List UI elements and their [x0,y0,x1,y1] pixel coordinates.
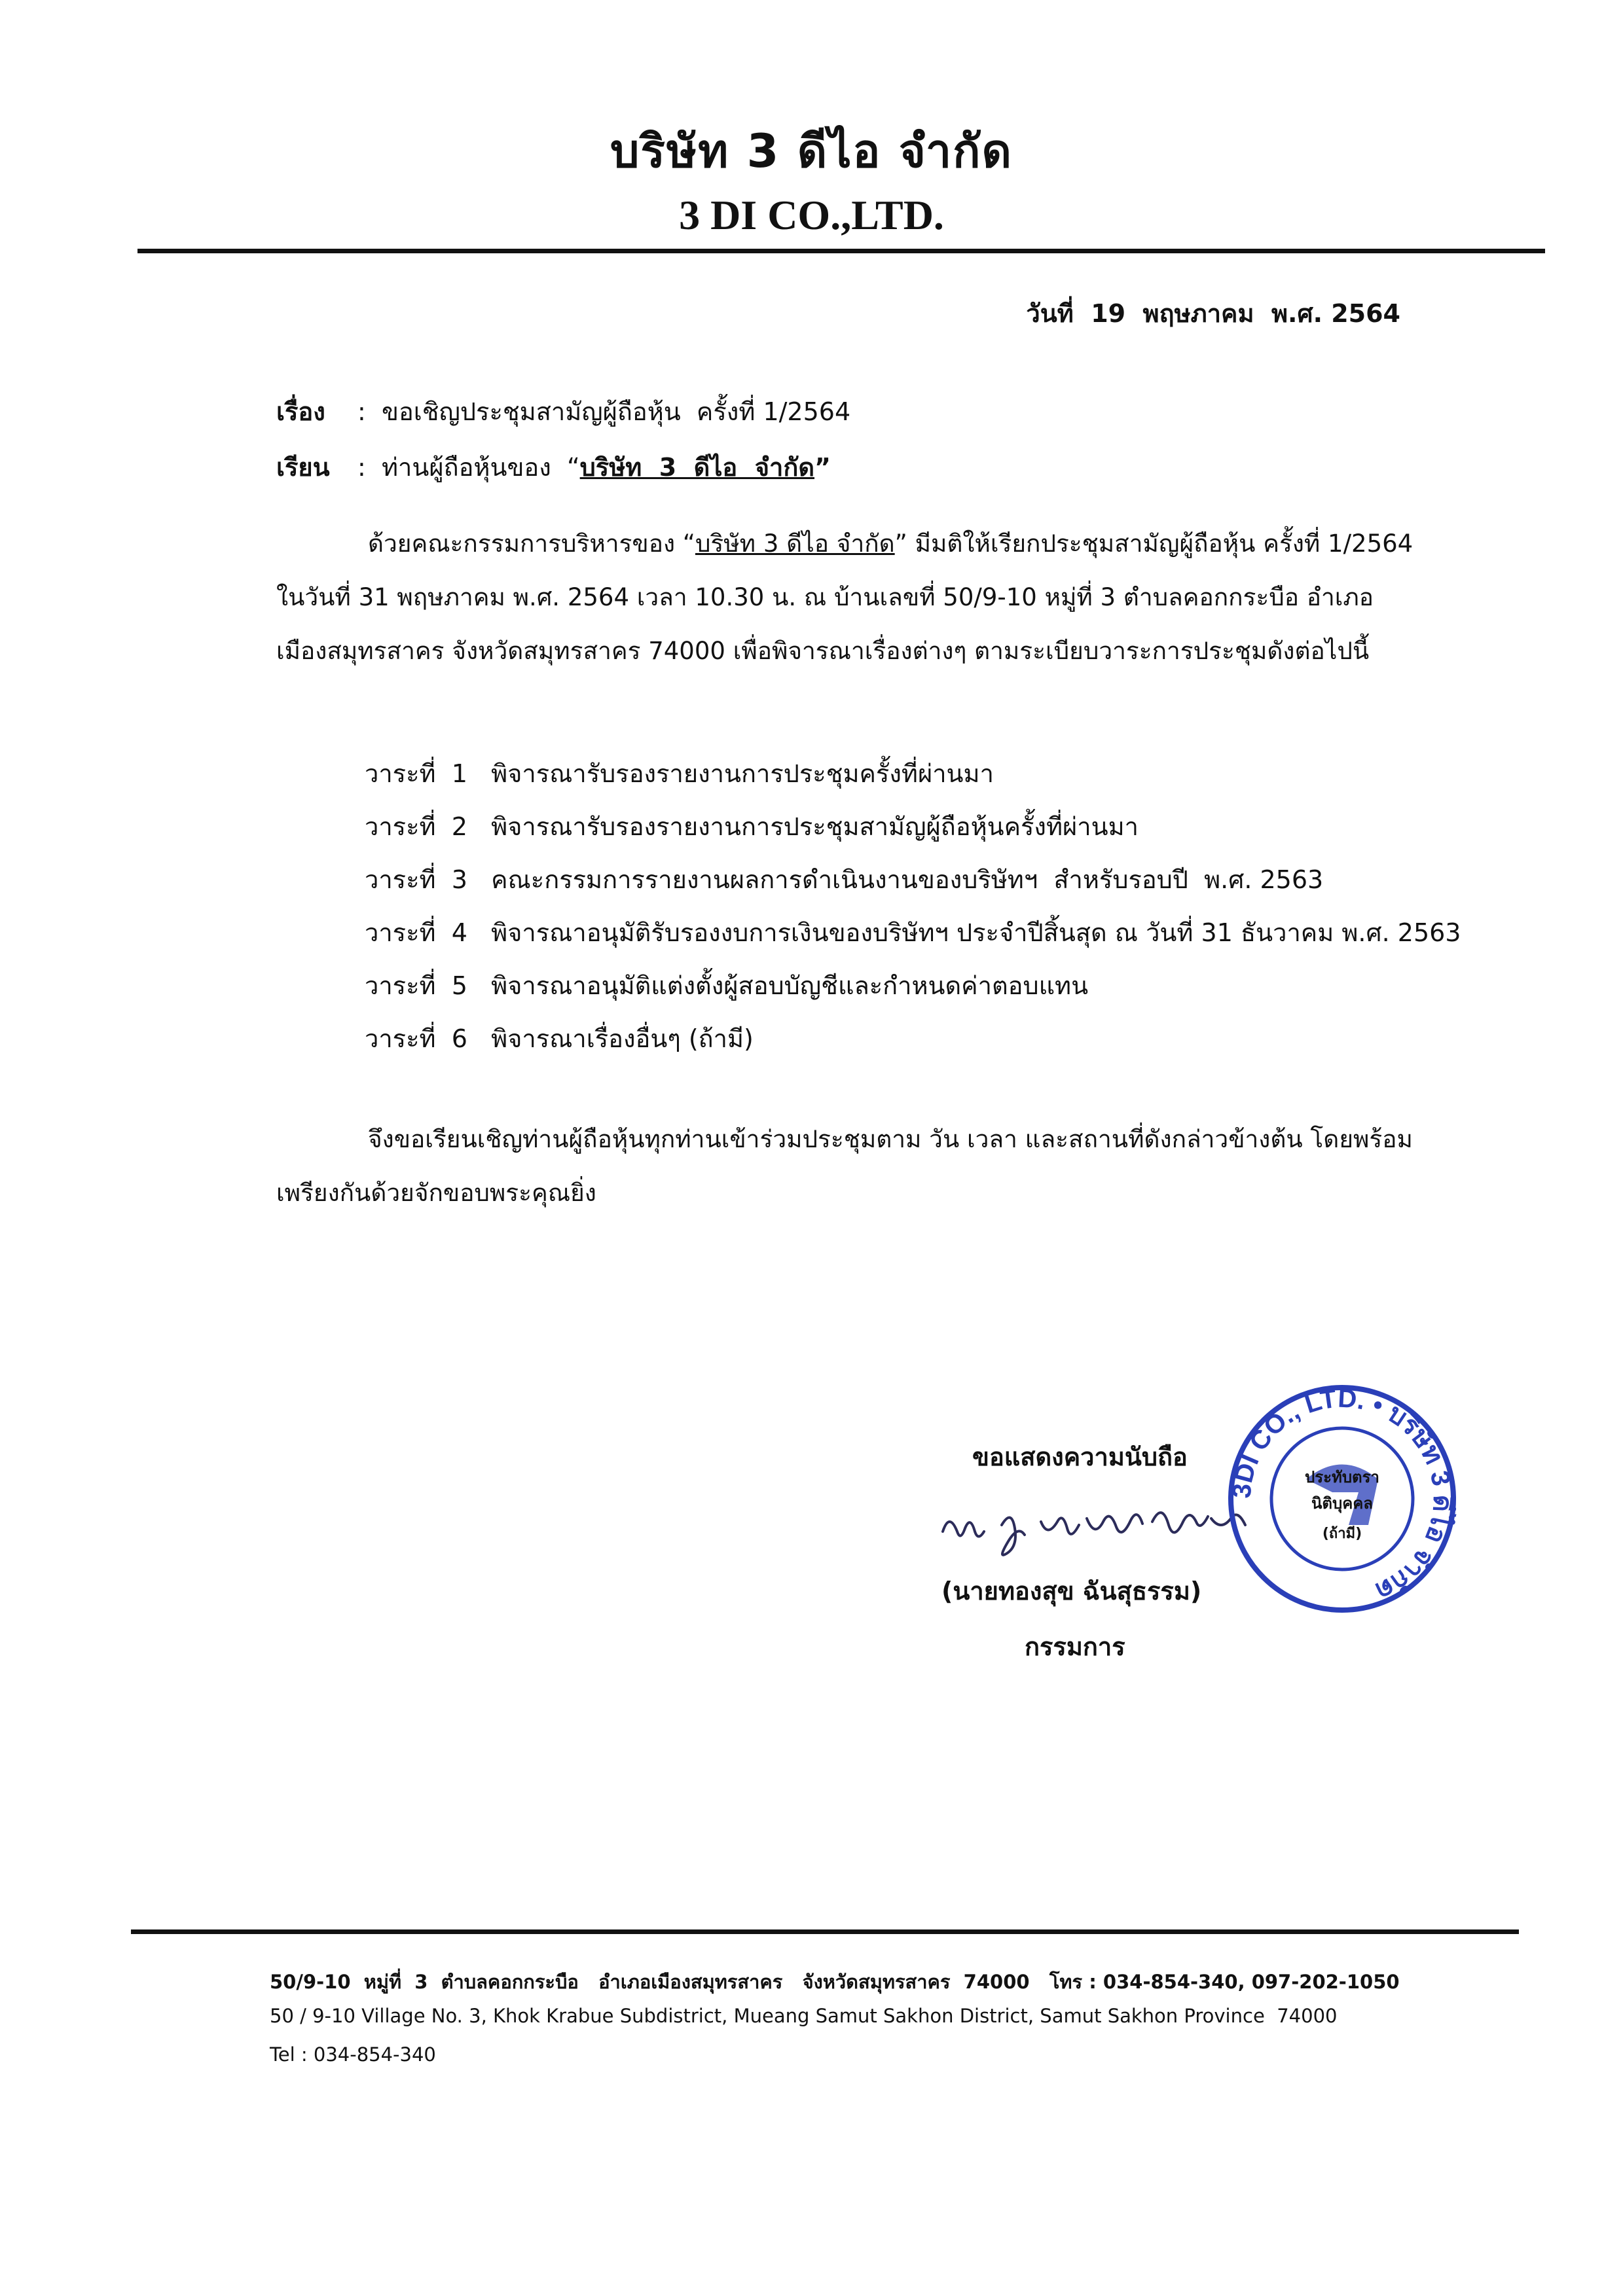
agenda-item: วาระที่ 1 พิจารณารับรองรายงานการประชุมครั้งที่ผ่านมา [365,759,994,788]
recipient-suffix: ” [814,453,831,482]
seal-center-line2: นิติบุคคล [1311,1494,1374,1513]
footer-telephone: Tel : 034-854-340 [270,2043,436,2066]
agenda-list [365,747,1461,1066]
agenda-item: วาระที่ 3 คณะกรรมการรายงานผลการดำเนินงานของบริษัทฯ สำหรับรอบปี พ.ศ. 2563 [365,865,1324,894]
subject-label: เรื่อง [276,397,325,426]
signatory-name: (นายทองสุข ฉันสุธรรม) [941,1577,1202,1605]
recipient-text [357,447,831,487]
company-name-thai: บริษัท 3 ดีไอ จำกัด [610,124,1013,178]
agenda-item: วาระที่ 5 พิจารณาอนุมัติแต่งตั้งผู้สอบบัญชีและกำหนดค่าตอบแทน [365,971,1089,1000]
closing-salutation: ขอแสดงความนับถือ [972,1443,1188,1471]
footer-divider [131,1929,1519,1934]
recipient-company: บริษัท 3 ดีไอ จำกัด [579,453,815,482]
para1-suffix: ” มีมติให้เรียกประชุมสามัญผู้ถือหุ้น ครั้งที่ 1/2564 ในวันที่ 31 พฤษภาคม พ.ศ. 2564 เวลา 10.30 น. ณ บ้านเลขที่ 50/9-10 หมู่ที่ 3 ตำบลคอกกระบือ อำเภอเมืองสมุทรสาคร จังหวัดสมุทรสาคร 74000 เพื่อพิจารณาเรื่องต่างๆ ตามระเบียบวาระการประชุมดังต่อไปนี้ [276,529,1413,665]
seal-ring-text: 3DI CO., LTD. • บริษัท 3 ดีไอ จำกัด [1227,1384,1457,1606]
para1-company: บริษัท 3 ดีไอ จำกัด [695,529,895,558]
footer-address-thai: 50/9-10 หมู่ที่ 3 ตำบลคอกกระบือ อำเภอเมืองสมุทรสาคร จังหวัดสมุทรสาคร 74000 โทร : 034-854-340, 097-202-1050 [270,1971,1400,1993]
recipient-prefix: : ท่านผู้ถือหุ้นของ “ [357,453,580,482]
subject-text: : ขอเชิญประชุมสามัญผู้ถือหุ้น ครั้งที่ 1/2564 [357,397,851,426]
seal-center-line3: (ถ้ามี) [1322,1526,1362,1542]
recipient-label: เรียน [276,453,330,482]
letter-date: วันที่ 19 พฤษภาคม พ.ศ. 2564 [1026,299,1400,328]
seal-center-line1: ประทับตรา [1304,1468,1380,1486]
body-paragraph-1 [276,517,1415,678]
footer-address-english: 50 / 9-10 Village No. 3, Khok Krabue Subdistrict, Mueang Samut Sakhon District, Samut Sakhon Province 74000 [270,2005,1338,2027]
company-name-english: 3 DI CO.,LTD. [679,192,944,238]
para1-prefix: ด้วยคณะกรรมการบริหารของ “ [368,529,695,558]
signatory-title: กรรมการ [1025,1632,1125,1661]
handwritten-signature [930,1486,1270,1584]
agenda-item: วาระที่ 4 พิจารณาอนุมัติรับรองงบการเงินของบริษัทฯ ประจำปีสิ้นสุด ณ วันที่ 31 ธันวาคม พ.ศ. 2563 [365,918,1461,947]
agenda-item: วาระที่ 2 พิจารณารับรองรายงานการประชุมสามัญผู้ถือหุ้นครั้งที่ผ่านมา [365,812,1139,841]
header-divider [137,249,1545,253]
company-seal [1224,1381,1460,1617]
agenda-item: วาระที่ 6 พิจารณาเรื่องอื่นๆ (ถ้ามี) [365,1024,754,1053]
body-paragraph-2: จึงขอเรียนเชิญท่านผู้ถือหุ้นทุกท่านเข้าร่วมประชุมตาม วัน เวลา และสถานที่ดังกล่าวข้างต้น โดยพร้อมเพรียงกันด้วยจักขอบพระคุณยิ่ง [276,1125,1413,1207]
